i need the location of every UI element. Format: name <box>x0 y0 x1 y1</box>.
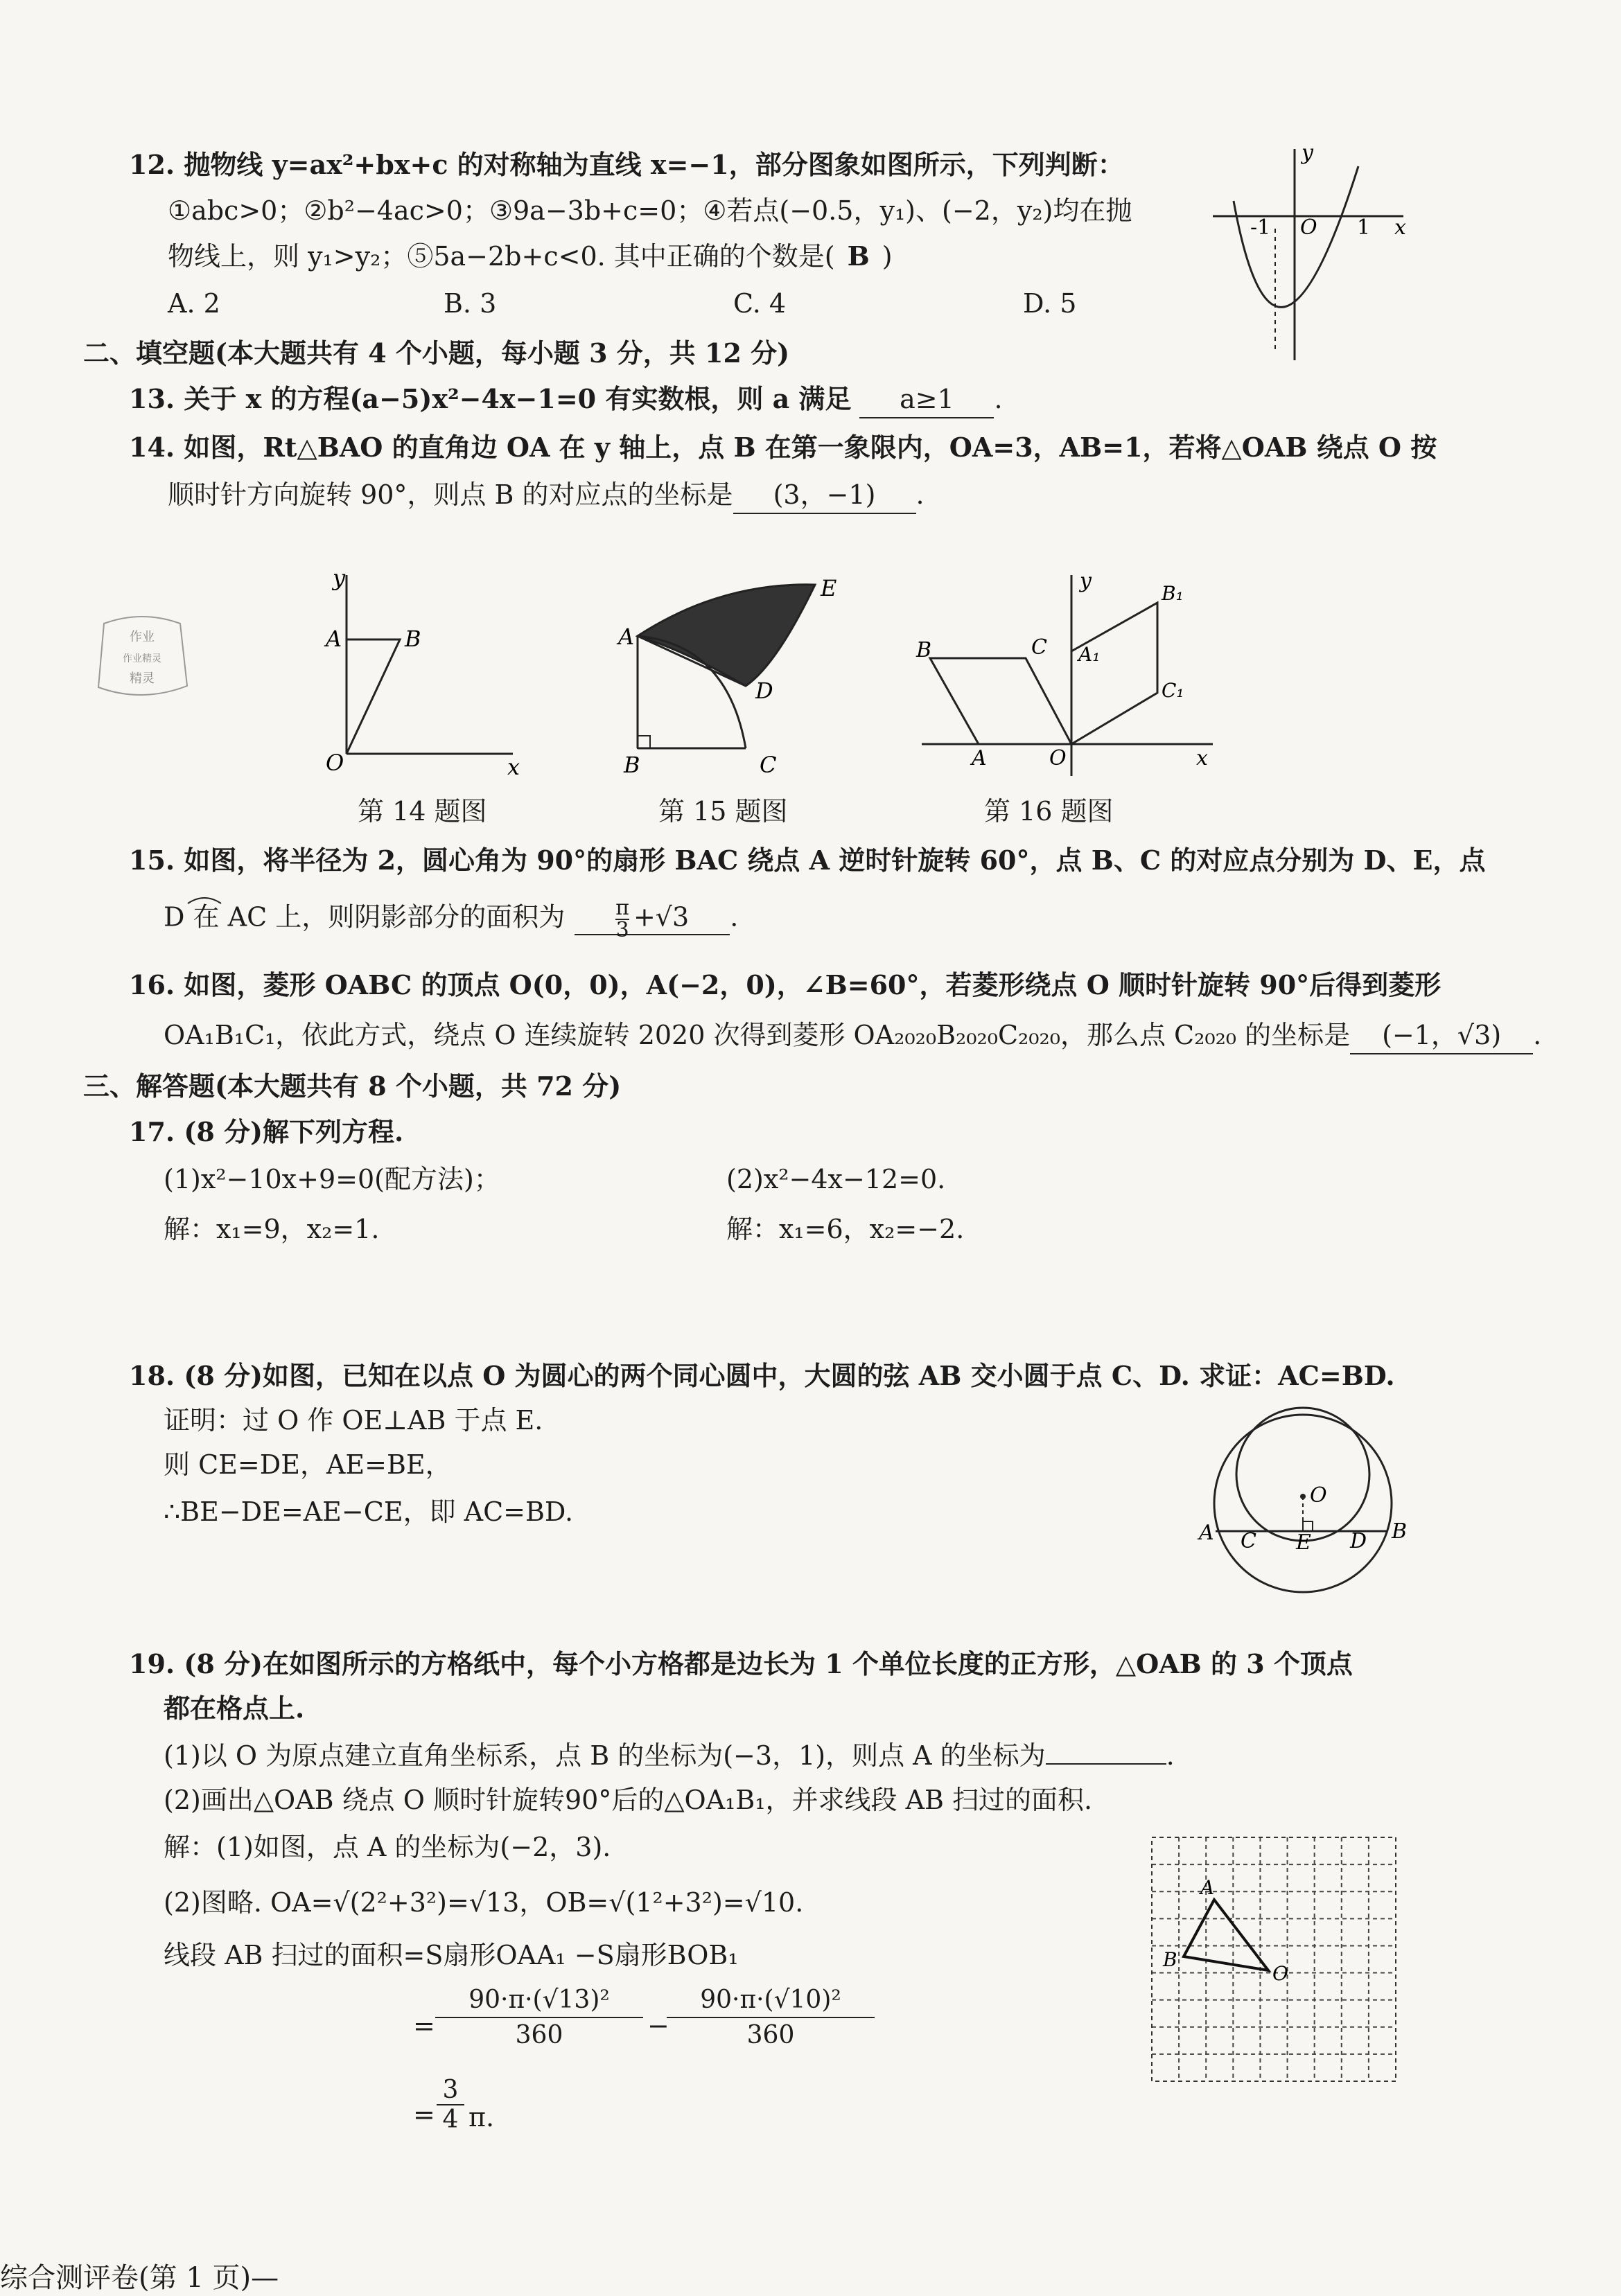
q16-answer: (−1，√3) <box>1350 1017 1533 1054</box>
q15-answer: $\frac{\pi}{3}$ +√3 <box>575 898 730 935</box>
fig14-caption: 第 14 题图 <box>358 796 487 827</box>
section3-heading: 三、解答题(本大题共有 8 个小题，共 72 分) <box>83 1070 622 1102</box>
q19-solution2: (2)图略. OA=√(2²+3²)=√13，OB=√(1²+3²)=√10. <box>164 1887 804 1918</box>
a-label: A <box>326 626 342 652</box>
q19-solution3: 线段 AB 扫过的面积=S扇形OAA₁ −S扇形BOB₁ <box>164 1940 739 1970</box>
b-label: B <box>624 752 640 778</box>
q15-line2: D 在 AC 上，则阴影部分的面积为 $\frac{\pi}{3}$ +√3 . <box>164 896 739 942</box>
b-label: B <box>1392 1519 1408 1544</box>
triangle-oab <box>1184 1900 1268 1970</box>
q14-line2: 顺时针方向旋转 90°，则点 B 的对应点的坐标是 (3，−1) . <box>168 477 925 514</box>
q18-line1: 证明：过 O 作 OE⊥AB 于点 E. <box>164 1405 543 1436</box>
stamp-bottom-text: 精灵 <box>130 671 155 686</box>
q18-title: 18. (8 分)如图，已知在以点 O 为圆心的两个同心圆中，大圆的弦 AB 交小圆于点 C、D. 求证：AC=BD. <box>129 1360 1395 1391</box>
q19-solution1: 解：(1)如图，点 A 的坐标为(−2，3). <box>164 1832 611 1862</box>
q16-line1: 16. 如图，菱形 OABC 的顶点 O(0，0)，A(−2，0)，∠B=60°，若菱形绕点 O 顺时针旋转 90°后得到菱形 <box>129 969 1442 1000</box>
q19-result-den: 4 <box>442 2105 459 2134</box>
x-label: x <box>1394 215 1406 240</box>
section2-heading: 二、填空题(本大题共有 4 个小题，每小题 3 分，共 12 分) <box>83 337 790 369</box>
center-dot <box>1300 1494 1306 1499</box>
x-label: x <box>1196 746 1208 770</box>
grid-lines <box>1152 1837 1396 2081</box>
watermark-stamp <box>90 610 194 707</box>
q19-result-num: 3 <box>437 2076 464 2105</box>
a-label: A <box>1200 1876 1215 1899</box>
o-label: O <box>326 750 344 776</box>
y-label: y <box>1302 141 1313 165</box>
fig16-caption: 第 16 题图 <box>984 796 1114 827</box>
origin-label: O <box>1300 215 1317 240</box>
b-label: B <box>916 638 932 662</box>
stamp-mid-text: 作业精灵 <box>123 653 161 664</box>
c-label: C <box>1241 1529 1256 1553</box>
q17-part2: (2)x²−4x−12=0. <box>726 1164 946 1194</box>
q12-option-c: C. 4 <box>733 288 787 319</box>
arc-ac-accent <box>184 892 225 906</box>
q17-part1: (1)x²−10x+9=0(配方法)； <box>164 1164 500 1194</box>
q19-grid-figure <box>1150 1836 1407 2085</box>
c-label: C <box>1031 635 1047 660</box>
q12-line3: 物线上，则 y₁>y₂；⑤5a−2b+c<0. 其中正确的个数是( B ) <box>168 240 893 272</box>
footer: 综合测评卷(第 1 页)— <box>0 2262 279 2294</box>
right-angle-mark <box>638 736 650 748</box>
q12-line1: 12. 抛物线 y=ax²+bx+c 的对称轴为直线 x=−1，部分图象如图所示，下列判断： <box>129 149 1124 180</box>
b-label: B <box>1163 1948 1177 1971</box>
o-label: O <box>1310 1483 1327 1508</box>
q19-title1: 19. (8 分)在如图所示的方格纸中，每个小方格都是边长为 1 个单位长度的正方形，△OAB 的 3 个顶点 <box>129 1648 1353 1679</box>
q18-circles-figure <box>1192 1399 1428 1607</box>
d-label: D <box>1350 1529 1367 1553</box>
q19-result-tail: π. <box>468 2102 495 2132</box>
one-label: 1 <box>1357 215 1371 240</box>
b-label: B <box>405 626 421 652</box>
q13-answer: a≥1 <box>859 381 994 418</box>
q19-title2: 都在格点上. <box>164 1693 305 1724</box>
q15-answer-num: π <box>615 896 629 920</box>
stamp-top-text: 作业 <box>130 630 155 644</box>
fig15 <box>610 575 845 783</box>
q15-answer-den: 3 <box>615 918 629 942</box>
a-label: A <box>1199 1521 1214 1545</box>
c1-label: C₁ <box>1162 679 1184 702</box>
q13: 13. 关于 x 的方程(a−5)x²−4x−1=0 有实数根，则 a 满足 a≥1 . <box>129 381 1003 418</box>
fig15-caption: 第 15 题图 <box>658 796 788 827</box>
q15-line1: 15. 如图，将半径为 2，圆心角为 90°的扇形 BAC 绕点 A 逆时针旋转 60°，点 B、C 的对应点分别为 D、E，点 <box>129 845 1486 876</box>
a-label: A <box>972 746 987 770</box>
fig16 <box>915 568 1220 776</box>
c-label: C <box>760 752 777 778</box>
neg1-label: -1 <box>1250 215 1271 240</box>
y-label: y <box>333 565 346 591</box>
a1-label: A₁ <box>1078 643 1101 666</box>
right-angle-mark <box>1303 1521 1313 1531</box>
grid-border <box>1152 1837 1396 2081</box>
q19-eq1: = <box>413 2011 435 2041</box>
b1-label: B₁ <box>1162 582 1184 605</box>
q19-result-fraction <box>437 2076 464 2134</box>
q19-fraction1-den: 360 <box>515 2021 563 2049</box>
rhombus-oa1b1c1 <box>1071 603 1157 744</box>
rhombus-oabc <box>930 658 1071 744</box>
q19-eq2: = <box>413 2099 435 2130</box>
q12-line2: ①abc>0；②b²−4ac>0；③9a−3b+c=0；④若点(−0.5，y₁)、(−2，y₂)均在抛 <box>168 195 1132 226</box>
q12-parabola-figure <box>1206 139 1414 367</box>
q19-part1-blank <box>1046 1763 1166 1765</box>
q12-option-d: D. 5 <box>1023 288 1077 319</box>
q16-line2: OA₁B₁C₁，依此方式，绕点 O 连续旋转 2020 次得到菱形 OA₂₀₂₀B₂₀₂₀C₂₀₂₀，那么点 C₂₀₂₀ 的坐标是 (−1，√3) . <box>164 1017 1541 1054</box>
q14-answer: (3，−1) <box>733 477 916 514</box>
q19-part2: (2)画出△OAB 绕点 O 顺时针旋转90°后的△OA₁B₁，并求线段 AB 扫过的面积. <box>164 1785 1093 1815</box>
d-label: D <box>755 678 773 704</box>
q17-solution1: 解：x₁=9，x₂=1. <box>164 1214 380 1244</box>
q18-line2: 则 CE=DE，AE=BE， <box>164 1449 452 1480</box>
o-label: O <box>1272 1962 1288 1985</box>
q18-line3: ∴BE−DE=AE−CE，即 AC=BD. <box>164 1496 574 1527</box>
e-label: E <box>821 575 837 601</box>
q19-minus: − <box>647 2011 669 2041</box>
q19-fraction1 <box>435 1986 643 2049</box>
shaded-region <box>638 585 815 686</box>
q19-fraction2-den: 360 <box>746 2021 795 2049</box>
e-label: E <box>1296 1530 1311 1555</box>
o-label: O <box>1049 746 1067 770</box>
q17-title: 17. (8 分)解下列方程. <box>129 1116 404 1147</box>
y-label: y <box>1080 569 1092 593</box>
q12-option-a: A. 2 <box>168 288 220 319</box>
q19-fraction2 <box>667 1986 875 2049</box>
triangle-oab <box>347 639 400 754</box>
q17-solution2: 解：x₁=6，x₂=−2. <box>726 1214 965 1244</box>
q19-part1: (1)以 O 为原点建立直角坐标系，点 B 的坐标为(−3，1)，则点 A 的坐标为 . <box>164 1740 1175 1771</box>
a-label: A <box>618 624 635 650</box>
q14-line1: 14. 如图，Rt△BAO 的直角边 OA 在 y 轴上，点 B 在第一象限内，OA=3，AB=1，若将△OAB 绕点 O 按 <box>129 432 1437 463</box>
q12-answer: B <box>847 240 870 272</box>
x-label: x <box>507 754 520 780</box>
fig14 <box>319 565 541 780</box>
q19-fraction2-num: 90·π·(√10)² <box>667 1986 875 2018</box>
q12-option-b: B. 3 <box>444 288 497 319</box>
q19-fraction1-num: 90·π·(√13)² <box>435 1986 643 2018</box>
